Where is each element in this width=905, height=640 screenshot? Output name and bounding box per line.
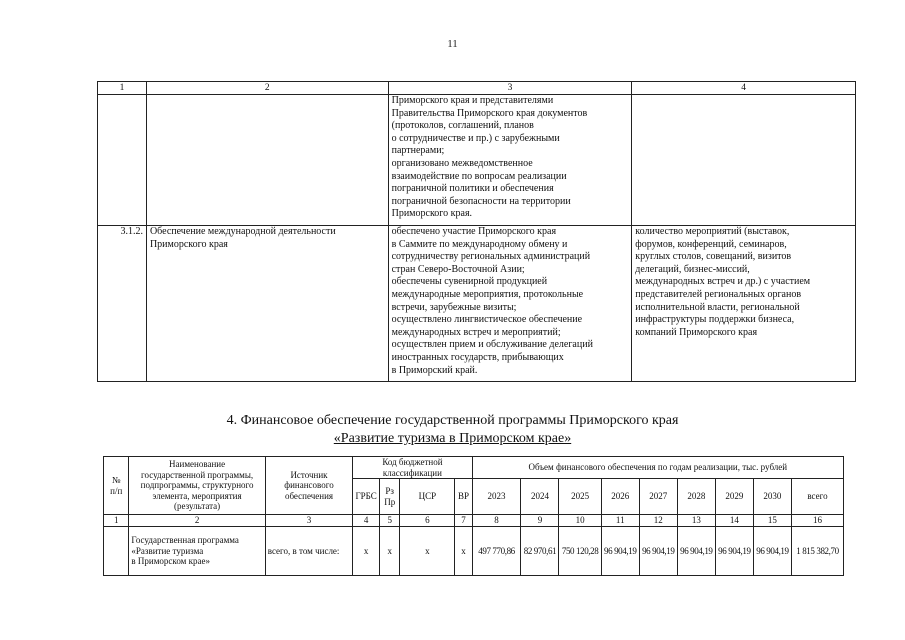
code-vr: x [455, 527, 472, 576]
amount-2024: 82 970,61 [521, 527, 559, 576]
column-number: 1 [98, 82, 147, 95]
header-vr: ВР [455, 479, 472, 515]
column-number: 14 [715, 515, 753, 527]
column-number: 8 [472, 515, 521, 527]
header-year: 2028 [677, 479, 715, 515]
activity-results: Приморского края и представителями Правительства Приморского края документов (протоколов, соглашений, планов о сотрудничестве и пр.) с зарубежными партнерами; организовано межведомственное взаимодействие по вопросам реализации пограничной политики и обеспечения пограничной безопасности на территории Приморского края. [388, 95, 632, 226]
header-source: Источник финансового обеспечения [265, 457, 353, 515]
activity-indicators: количество мероприятий (выставок, форумов, конференций, семинаров, круглых столов, совещаний, визитов делегаций, бизнес-миссий, международных встреч и др.) с участием представителей региональных органов исполнительной власти, региональной инфраструктуры поддержки бизнеса, компаний Приморского края [632, 226, 856, 382]
row-number: 3.1.2. [98, 226, 147, 382]
table-row [98, 95, 856, 226]
column-number: 4 [632, 82, 856, 95]
section-subtitle: «Развитие туризма в Приморском крае» [333, 431, 572, 446]
program-name: Государственная программа «Развитие туризма в Приморском крае» [129, 527, 265, 576]
header-year: 2023 [472, 479, 521, 515]
activity-indicators [632, 95, 856, 226]
header-grbs: ГРБС [353, 479, 380, 515]
amount-2029: 96 904,19 [715, 527, 753, 576]
header-year: 2024 [521, 479, 559, 515]
header-name: Наименование государственной программы, подпрограммы, структурного элемента, мероприятия (результата) [129, 457, 265, 515]
column-number: 7 [455, 515, 472, 527]
header-year: 2029 [715, 479, 753, 515]
code-grbs: x [353, 527, 380, 576]
page-number: 11 [447, 38, 458, 50]
table-header-row [104, 457, 844, 479]
funding-source: всего, в том числе: [265, 527, 353, 576]
row-number [104, 527, 129, 576]
table-row [98, 226, 856, 382]
table-row [104, 527, 844, 576]
column-number: 3 [388, 82, 632, 95]
column-number: 11 [601, 515, 639, 527]
amount-2030: 96 904,19 [753, 527, 791, 576]
header-num: № п/п [104, 457, 129, 515]
code-rzpr: x [380, 527, 400, 576]
program-activities-table [97, 81, 856, 382]
column-number: 1 [104, 515, 129, 527]
column-number: 13 [677, 515, 715, 527]
column-number: 12 [639, 515, 677, 527]
column-number: 2 [129, 515, 265, 527]
header-year: 2026 [601, 479, 639, 515]
row-number [98, 95, 147, 226]
column-numbers-row [104, 515, 844, 527]
table-header-row [98, 82, 856, 95]
header-total: всего [791, 479, 843, 515]
header-year: 2027 [639, 479, 677, 515]
column-number: 2 [146, 82, 388, 95]
column-number: 4 [353, 515, 380, 527]
column-number: 6 [400, 515, 455, 527]
column-number: 5 [380, 515, 400, 527]
header-budget-code: Код бюджетной классификации [353, 457, 472, 479]
amount-2023: 497 770,86 [472, 527, 521, 576]
amount-2026: 96 904,19 [601, 527, 639, 576]
code-csr: x [400, 527, 455, 576]
amount-2025: 750 120,28 [559, 527, 601, 576]
activity-name [146, 95, 388, 226]
financing-table [103, 456, 844, 576]
activity-name: Обеспечение международной деятельности Приморского края [146, 226, 388, 382]
activity-results: обеспечено участие Приморского края в Саммите по международному обмену и сотрудничеству региональных администраций стран Северо-Восточной Азии; обеспечены сувенирной продукцией международные мероприятия, протокольные встречи, зарубежные визиты; осуществлено лингвистическое обеспечение международных встреч и мероприятий; осуществлен прием и обслуживание делегаций иностранных государств, прибывающих в Приморский край. [388, 226, 632, 382]
column-number: 9 [521, 515, 559, 527]
column-number: 15 [753, 515, 791, 527]
header-csr: ЦСР [400, 479, 455, 515]
header-year: 2030 [753, 479, 791, 515]
amount-2027: 96 904,19 [639, 527, 677, 576]
amount-2028: 96 904,19 [677, 527, 715, 576]
header-rzpr: Рз Пр [380, 479, 400, 515]
column-number: 16 [791, 515, 843, 527]
section-title: 4. Финансовое обеспечение государственной программы Приморского края [226, 413, 679, 428]
column-number: 3 [265, 515, 353, 527]
header-volume: Объем финансового обеспечения по годам реализации, тыс. рублей [472, 457, 843, 479]
column-number: 10 [559, 515, 601, 527]
amount-total: 1 815 382,70 [791, 527, 843, 576]
header-year: 2025 [559, 479, 601, 515]
